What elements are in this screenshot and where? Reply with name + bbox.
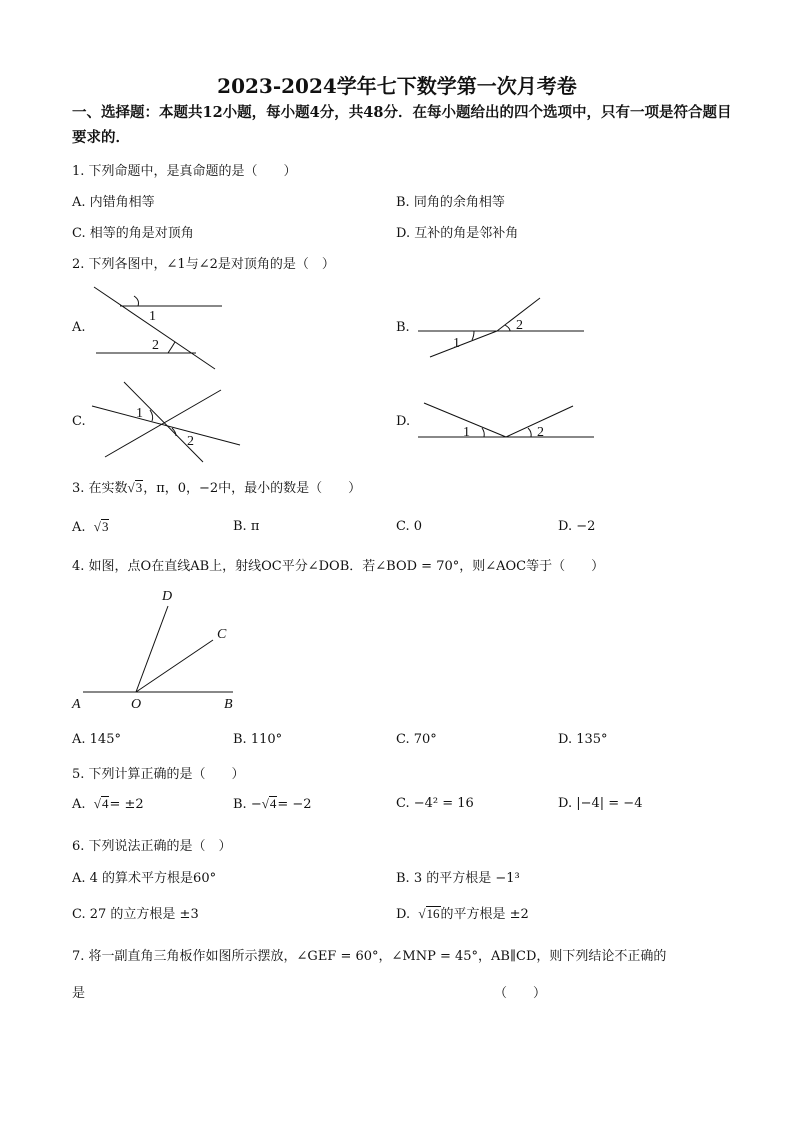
- q2b-angle-1: 1: [453, 336, 460, 351]
- q1-option-d: D. 互补的角是邻补角: [396, 226, 519, 241]
- q6-option-a: A. 4 的算术平方根是60°: [72, 871, 217, 886]
- q2c-angle-2: 2: [187, 434, 194, 449]
- q4-option-c: C. 70°: [396, 732, 437, 747]
- section-heading: 一、选择题：本题共12小题，每小题4分，共48分．在每小题给出的四个选项中，只有一项是符合题目要求的．: [72, 104, 732, 146]
- q6-stem: 6. 下列说法正确的是（ ）: [72, 839, 232, 854]
- q5-option-d: D. |−4| = −4: [558, 796, 643, 811]
- q3-stem-post: ，π，0，−2中，最小的数是（ ）: [143, 481, 362, 496]
- q2-label-b: B.: [396, 320, 410, 335]
- q7-stem-end: 是: [72, 986, 86, 1001]
- q3-stem: 3. 在实数√3，π，0，−2中，最小的数是（ ）: [72, 480, 362, 496]
- q2b-angle-2: 2: [516, 318, 523, 333]
- q2-label-a: A.: [72, 320, 86, 335]
- q2c-angle-1: 1: [136, 406, 143, 421]
- q2d-angle-1: 1: [463, 425, 470, 440]
- q2d-angle-2: 2: [537, 425, 544, 440]
- q3-option-d: D. −2: [558, 519, 596, 534]
- q4-point-d: D: [162, 589, 173, 604]
- q4-option-b: B. 110°: [233, 732, 283, 747]
- q2a-angle-1: 1: [149, 309, 156, 324]
- q6-option-b: B. 3 的平方根是 −1³: [396, 871, 520, 886]
- q1-option-a: A. 内错角相等: [72, 195, 155, 210]
- q4-point-b: B: [224, 697, 233, 712]
- q1-stem: 1. 下列命题中，是真命题的是（ ）: [72, 164, 297, 179]
- q1-option-b: B. 同角的余角相等: [396, 195, 505, 210]
- q4-point-c: C: [217, 627, 227, 642]
- q2-label-d: D.: [396, 414, 411, 429]
- q5-stem: 5. 下列计算正确的是（ ）: [72, 767, 245, 782]
- q3-option-c: C. 0: [396, 519, 423, 534]
- q2a-angle-2: 2: [152, 338, 159, 353]
- page-title: 2023-2024学年七下数学第一次月考卷: [217, 74, 577, 98]
- q6-option-d: D. √16的平方根是 ±2: [396, 906, 529, 922]
- q3-stem-pre: 3. 在实数: [72, 481, 128, 496]
- q3-stem-root: 3: [135, 480, 143, 495]
- q6-option-c: C. 27 的立方根是 ±3: [72, 907, 199, 922]
- q3-option-a: A. √3: [72, 519, 109, 535]
- q3-option-b: B. π: [233, 519, 260, 534]
- q5-option-c: C. −4² = 16: [396, 796, 474, 811]
- q4-option-d: D. 135°: [558, 732, 608, 747]
- q4-stem: 4. 如图，点O在直线AB上，射线OC平分∠DOB．若∠BOD = 70°，则∠AOC等于（ ）: [72, 559, 605, 574]
- q4-point-o: O: [131, 697, 142, 712]
- q5-option-a: A. √4= ±2: [72, 796, 144, 812]
- q4-point-a: A: [72, 697, 81, 712]
- q2-stem: 2. 下列各图中，∠1与∠2是对顶角的是（ ）: [72, 257, 335, 272]
- q2-label-c: C.: [72, 414, 86, 429]
- q7-answer-paren: （ ）: [494, 986, 547, 1001]
- q5-option-b: B. −√4= −2: [233, 796, 312, 812]
- q4-option-a: A. 145°: [72, 732, 121, 747]
- q7-stem: 7. 将一副直角三角板作如图所示摆放，∠GEF = 60°，∠MNP = 45°，AB∥CD，则下列结论不正确的: [72, 949, 667, 964]
- q1-option-c: C. 相等的角是对顶角: [72, 226, 194, 241]
